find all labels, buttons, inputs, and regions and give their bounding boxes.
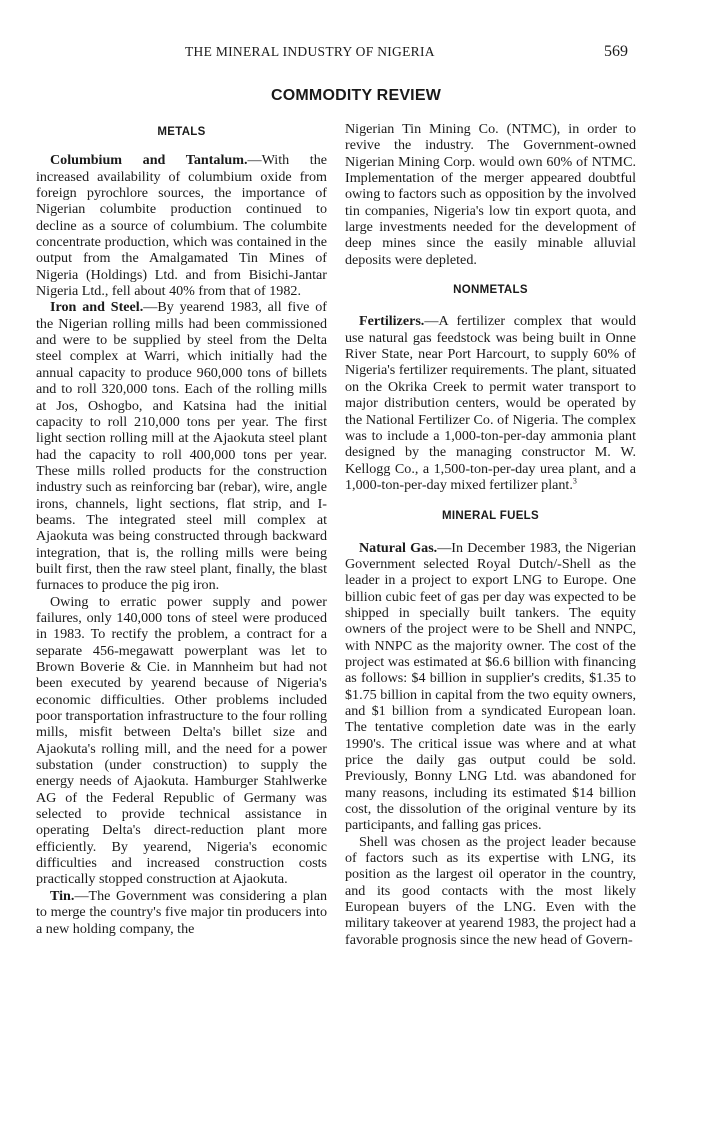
fertilizer-paragraph bbox=[345, 313, 636, 493]
tin-text: —The Government was considering a plan to merge the country's five major tin producers into a new holding company, the bbox=[36, 887, 327, 937]
running-head: THE MINERAL INDUSTRY OF NIGERIA bbox=[185, 44, 435, 59]
natural-gas-text: —In December 1983, the Nigerian Government selected Royal Dutch/-Shell as the leader in a project to export LNG to Europe. One billion cubic feet of gas per day was expected to be shipped in specially built tankers. The equity owners of the project were to be Shell and NNPC, with NNPC as the majority owner. The cost of the project was estimated at $6.6 billion with financing as follows: $4 billion in supplier's credits, $1.35 to $1.75 billion in capital from the two equity owners, and $1 billion from a syndicated European loan. The tentative completion date was in the early 1990's. The critical issue was where and at what price the daily gas output could be sold. Previously, Bonny LNG Ltd. was abandoned for many reasons, including its estimated $14 billion cost, the dissolution of the original venture by its participants, and falling gas prices. bbox=[345, 539, 636, 834]
footnote-ref: 3 bbox=[572, 476, 577, 486]
fertilizer-lead: Fertilizers. bbox=[359, 313, 425, 330]
left-column bbox=[36, 121, 327, 937]
right-column bbox=[345, 121, 636, 948]
tin-continuation: Nigerian Tin Mining Co. (NTMC), in order to revive the industry. The Government-owned Nigerian Mining Corp. would own 60% of NTMC. Implementation of the merger appeared doubtful owing to factors such as opposition by the involved tin companies, Nigeria's low tin export quota, and large investments needed for the development of deep mines since the easily minable alluvial deposits were depleted. bbox=[345, 121, 636, 268]
natural-gas-paragraph bbox=[345, 540, 636, 834]
power-paragraph: Owing to erratic power supply and power failures, only 140,000 tons of steel were produced in 1983. To rectify the problem, a contract for a separate 456-megawatt powerplant was let to Brown Boverie & Cie. in Mannheim but had not been executed by yearend because of Nigeria's economic difficulties. Other problems included poor transportation infrastructure to the four rolling mills, misfit between Delta's billet size and Ajaokuta's rolling mill, and the need for a power substation (under construction) to supply the energy needs of Ajaokuta. Hamburger Stahlwerke AG of the Federal Republic of Germany was selected to provide technical assistance in operating Delta's direct-reduction plant more efficiently. By yearend, Nigeria's economic difficulties and increased construction costs practically stopped construction at Ajaokuta. bbox=[36, 593, 327, 888]
metals-heading: METALS bbox=[157, 126, 206, 138]
section-title: COMMODITY REVIEW bbox=[270, 87, 442, 104]
natural-gas-lead: Natural Gas. bbox=[359, 539, 438, 556]
shell-paragraph: Shell was chosen as the project leader because of factors such as its expertise with LNG, its position as the largest oil operator in the country, and its good contacts with the most likely European buyers of the LNG. Even with the military takeover at yearend 1983, the project had a favorable prognosis since the new head of Govern- bbox=[345, 833, 636, 948]
tin-lead: Tin. bbox=[50, 887, 75, 904]
mineral-fuels-heading: MINERAL FUELS bbox=[442, 510, 539, 523]
iron-lead: Iron and Steel. bbox=[50, 299, 144, 316]
iron-paragraph bbox=[36, 299, 327, 593]
nonmetals-heading: NONMETALS bbox=[453, 284, 528, 297]
iron-text: —By yearend 1983, all five of the Nigerian rolling mills had been commissioned and were to be supplied by steel from the Delta steel complex at Warri, which initially had the annual capacity to produce 960,000 tons of billets and to roll 320,000 tons. Each of the rolling mills at Jos, Oshogbo, and Katsina had the initial capacity to roll 210,000 tons per year. The first light section rolling mill at the Ajaokuta steel plant had the capacity to roll 400,000 tons per year. These mills rolled products for the construction industry such as reinforcing bar (rebar), wire, angle irons, channels, light sections, flat strip, and I-beams. The integrated steel mill complex at Ajaokuta was being constructed through backward integration, that is, the rolling mills were being built first, then the raw steel plant, finally, the blast furnaces to produce the pig iron. bbox=[36, 299, 327, 594]
page-number: 569 bbox=[604, 43, 628, 60]
tin-paragraph bbox=[36, 888, 327, 937]
columbium-paragraph bbox=[36, 152, 327, 299]
columbium-lead: Columbium and Tantalum. bbox=[50, 152, 248, 169]
fertilizer-text: —A fertilizer complex that would use natural gas feedstock was being built in Onne River State, near Port Harcourt, to supply 60% of Nigeria's fertilizer requirements. The plant, situated on the Okrika Creek to permit water transport to major distribution centers, would be operated by the National Fertilizer Co. of Nigeria. The complex was to include a 1,000-ton-per-day ammonia plant designed by the managing constructor M. W. Kellogg Co., a 1,500-ton-per-day urea plant, and a 1,000-ton-per-day mixed fertilizer plant. bbox=[345, 313, 636, 493]
columbium-text: —With the increased availability of columbium oxide from foreign pyrochlore sources, the importance of Nigerian columbite production continued to decline as a source of columbium. The columbite concentrate production, which was contained in the output from the Amalgamated Tin Mines of Nigeria (Holdings) Ltd. and from Bisichi-Jantar Nigeria Ltd., fell about 40% from that of 1982. bbox=[36, 152, 327, 300]
